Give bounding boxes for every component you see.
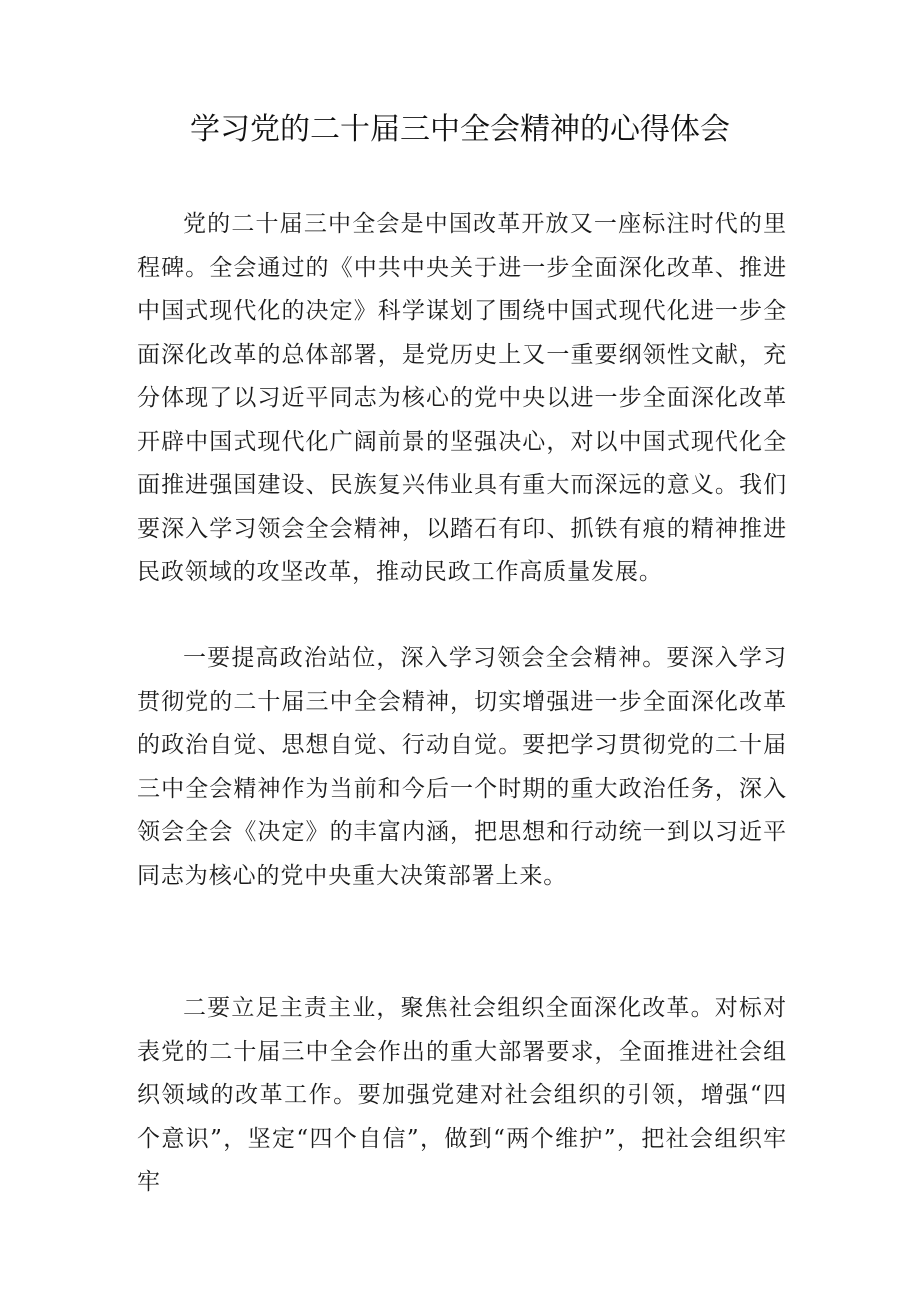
- document-title: 学习党的二十届三中全会精神的心得体会: [190, 112, 730, 147]
- paragraph-intro: 党的二十届三中全会是中国改革开放又一座标注时代的里程碑。全会通过的《中共中央关于进一步全面深化改革、推进中国式现代化的决定》科学谋划了围绕中国式现代化进一步全面深化改革的总体部署，是党历史上又一重要纲领性文献，充分体现了以习近平同志为核心的党中央以进一步全面深化改革开辟中国式现代化广阔前景的坚强决心，对以中国式现代化全面推进强国建设、民族复兴伟业具有重大而深远的意义。我们要深入学习领会全会精神，以踏石有印、抓铁有痕的精神推进民政领域的攻坚改革，推动民政工作高质量发展。: [137, 211, 787, 585]
- paragraph-point-one: 一要提高政治站位，深入学习领会全会精神。要深入学习贯彻党的二十届三中全会精神，切实增强进一步全面深化改革的政治自觉、思想自觉、行动自觉。要把学习贯彻党的二十届三中全会精神作为当前和今后一个时期的重大政治任务，深入领会全会《决定》的丰富内涵，把思想和行动统一到以习近平同志为核心的党中央重大决策部署上来。: [137, 645, 787, 889]
- paragraph-point-two: 二要立足主责主业，聚焦社会组织全面深化改革。对标对表党的二十届三中全会作出的重大部署要求，全面推进社会组织领域的改革工作。要加强党建对社会组织的引领，增强“四个意识”，坚定“四个自信”，做到“两个维护”，把社会组织牢牢: [137, 995, 787, 1195]
